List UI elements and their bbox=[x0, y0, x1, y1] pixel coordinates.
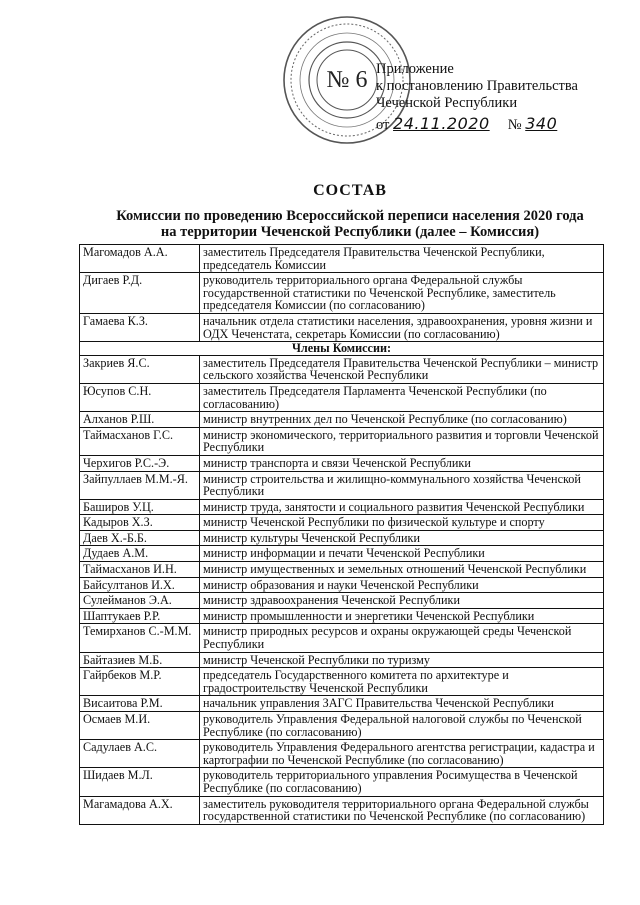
table-row bbox=[80, 245, 604, 273]
title-line-2: на территории Чеченской Республики (далее – Комиссия) bbox=[160, 224, 540, 240]
member-name: Алханов Р.Ш. bbox=[80, 412, 200, 428]
table-row bbox=[80, 383, 604, 411]
table-row bbox=[80, 768, 604, 796]
member-name: Баширов У.Ц. bbox=[80, 499, 200, 515]
member-name: Дигаев Р.Д. bbox=[80, 273, 200, 314]
stamp-number: № 6 bbox=[326, 66, 368, 93]
table-row bbox=[80, 471, 604, 499]
member-name: Таймасханов И.Н. bbox=[80, 562, 200, 578]
member-role: министр культуры Чеченской Республики bbox=[200, 530, 604, 546]
table-row bbox=[80, 530, 604, 546]
member-name: Сулейманов Э.А. bbox=[80, 593, 200, 609]
member-name: Юсупов С.Н. bbox=[80, 383, 200, 411]
table-row bbox=[80, 696, 604, 712]
table-row bbox=[80, 562, 604, 578]
member-name: Магомадов А.А. bbox=[80, 245, 200, 273]
member-name: Магамадова А.Х. bbox=[80, 796, 200, 824]
date-prefix: от bbox=[376, 117, 390, 133]
table-row bbox=[80, 796, 604, 824]
commission-table-body bbox=[80, 245, 604, 825]
member-role: министр экономического, территориального развития и торговли Чеченской Республики bbox=[200, 427, 604, 455]
table-row bbox=[80, 515, 604, 531]
member-role: министр здравоохранения Чеченской Республики bbox=[200, 593, 604, 609]
member-name: Таймасханов Г.С. bbox=[80, 427, 200, 455]
members-heading: Члены Комиссии: bbox=[80, 342, 604, 356]
member-name: Даев Х.-Б.Б. bbox=[80, 530, 200, 546]
member-role: руководитель Управления Федерального агентства регистрации, кадастра и картографии по Чеченской Республике (по согласованию) bbox=[200, 740, 604, 768]
member-role: министр информации и печати Чеченской Республики bbox=[200, 546, 604, 562]
member-role: руководитель Управления Федеральной налоговой службы по Чеченской Республике (по согласованию) bbox=[200, 712, 604, 740]
table-row bbox=[80, 499, 604, 515]
member-name: Зайпуллаев М.М.-Я. bbox=[80, 471, 200, 499]
member-role: министр промышленности и энергетики Чеченской Республики bbox=[200, 608, 604, 624]
member-name: Дудаев А.М. bbox=[80, 546, 200, 562]
table-row bbox=[80, 273, 604, 314]
member-name: Садулаев А.С. bbox=[80, 740, 200, 768]
table-row bbox=[80, 624, 604, 652]
table-row bbox=[80, 427, 604, 455]
member-name: Кадыров Х.З. bbox=[80, 515, 200, 531]
table-row bbox=[80, 412, 604, 428]
appendix-decree: к постановлению Правительства bbox=[376, 78, 578, 94]
member-name: Закриев Я.С. bbox=[80, 355, 200, 383]
commission-table bbox=[79, 244, 604, 825]
member-name: Шидаев М.Л. bbox=[80, 768, 200, 796]
table-row bbox=[80, 593, 604, 609]
member-name: Гамаева К.З. bbox=[80, 313, 200, 341]
table-row bbox=[80, 455, 604, 471]
member-role: руководитель территориального органа Федеральной службы государственной статистики по Чеченской Республике, заместитель председателя Комиссии (по согласованию) bbox=[200, 273, 604, 314]
member-role: министр Чеченской Республики по физической культуре и спорту bbox=[200, 515, 604, 531]
member-role: руководитель территориального управления Росимущества в Чеченской Республике (по согласованию) bbox=[200, 768, 604, 796]
member-role: министр природных ресурсов и охраны окружающей среды Чеченской Республики bbox=[200, 624, 604, 652]
member-role: председатель Государственного комитета по архитектуре и градостроительству Чеченской Республики bbox=[200, 668, 604, 696]
table-row bbox=[80, 740, 604, 768]
table-row bbox=[80, 355, 604, 383]
handwritten-date: 24.11.2020 bbox=[393, 114, 490, 133]
member-role: заместитель руководителя территориального органа Федеральной службы государственной статистики по Чеченской Республике (по согласованию) bbox=[200, 796, 604, 824]
section-row bbox=[80, 342, 604, 356]
table-row bbox=[80, 608, 604, 624]
member-role: заместитель Председателя Правительства Чеченской Республики – министр сельского хозяйства Чеченской Республики bbox=[200, 355, 604, 383]
member-role: министр труда, занятости и социального развития Чеченской Республики bbox=[200, 499, 604, 515]
table-row bbox=[80, 652, 604, 668]
handwritten-number: 340 bbox=[525, 114, 558, 133]
member-name: Байсултанов И.Х. bbox=[80, 577, 200, 593]
appendix-label: Приложение bbox=[376, 61, 454, 77]
document-title bbox=[60, 182, 640, 240]
number-prefix: № bbox=[507, 117, 522, 133]
member-role: министр транспорта и связи Чеченской Республики bbox=[200, 455, 604, 471]
member-name: Висаитова Р.М. bbox=[80, 696, 200, 712]
member-role: начальник управления ЗАГС Правительства Чеченской Республики bbox=[200, 696, 604, 712]
title-line-1: Комиссии по проведению Всероссийской переписи населения 2020 года bbox=[116, 208, 584, 224]
appendix-republic: Чеченской Республики bbox=[376, 95, 518, 111]
member-role: министр внутренних дел по Чеченской Республике (по согласованию) bbox=[200, 412, 604, 428]
member-role: заместитель Председателя Правительства Чеченской Республики, председатель Комиссии bbox=[200, 245, 604, 273]
member-role: заместитель Председателя Парламента Чеченской Республики (по согласованию) bbox=[200, 383, 604, 411]
table-row bbox=[80, 577, 604, 593]
table-row bbox=[80, 668, 604, 696]
table-row bbox=[80, 712, 604, 740]
appendix-reference bbox=[376, 115, 626, 134]
member-name: Черхигов Р.С.-Э. bbox=[80, 455, 200, 471]
member-name: Байтазиев М.Б. bbox=[80, 652, 200, 668]
member-name: Темирханов С.-М.М. bbox=[80, 624, 200, 652]
member-role: министр имущественных и земельных отношений Чеченской Республики bbox=[200, 562, 604, 578]
member-name: Шаптукаев Р.Р. bbox=[80, 608, 200, 624]
member-name: Осмаев М.И. bbox=[80, 712, 200, 740]
member-name: Гайрбеков М.Р. bbox=[80, 668, 200, 696]
member-role: министр Чеченской Республики по туризму bbox=[200, 652, 604, 668]
table-row bbox=[80, 313, 604, 341]
member-role: министр образования и науки Чеченской Республики bbox=[200, 577, 604, 593]
appendix-header bbox=[376, 61, 626, 134]
member-role: начальник отдела статистики населения, здравоохранения, уровня жизни и ОДХ Чеченстата, секретарь Комиссии (по согласованию) bbox=[200, 313, 604, 341]
title-main: СОСТАВ bbox=[313, 182, 387, 199]
table-row bbox=[80, 546, 604, 562]
member-role: министр строительства и жилищно-коммунального хозяйства Чеченской Республики bbox=[200, 471, 604, 499]
